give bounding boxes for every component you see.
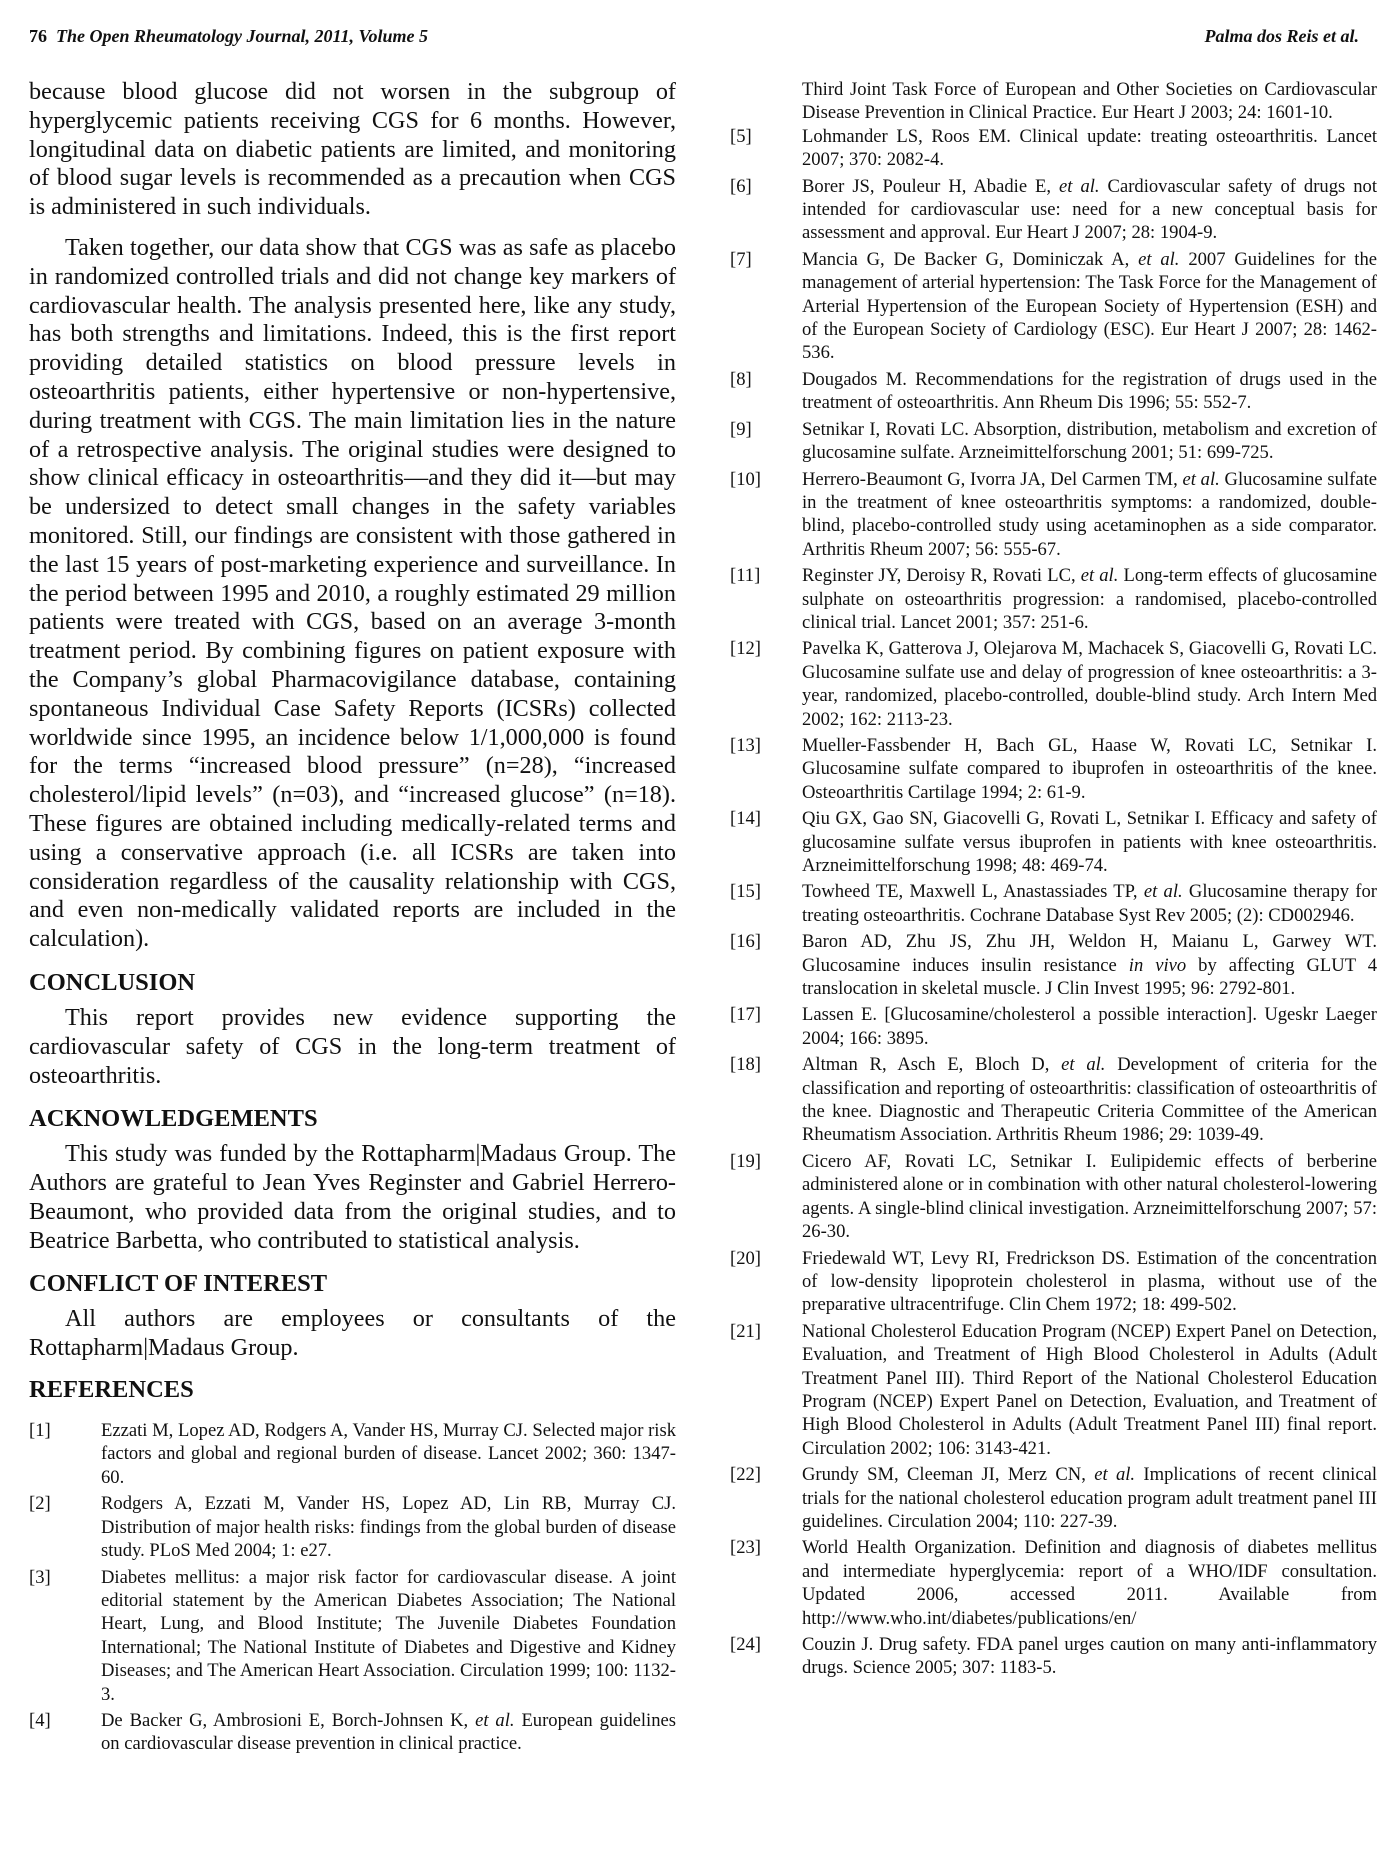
reference-text: Diabetes mellitus: a major risk factor for cardiovascular disease. A joint editorial statement by the American Diabetes Association; The National Heart, Lung, and Blood Institute; The Juvenile Diabetes Foundation International; The National Institute of Diabetes and Digestive and Kidney Diseases; and The American Heart Association. Circulation 1999; 100: 1132-3. bbox=[101, 1566, 676, 1705]
conclusion-heading: CONCLUSION bbox=[29, 968, 196, 996]
reference-text: Reginster JY, Deroisy R, Rovati LC, et al. Long-term effects of glucosamine sulphate on osteoarthritis progression: a randomised, placebo-controlled clinical trial. Lancet 2001; 357: 251-6. bbox=[802, 565, 1377, 633]
reference-item bbox=[730, 1633, 1377, 1680]
left-column bbox=[29, 78, 676, 1759]
conflict-of-interest-text: All authors are employees or consultants of the Rottapharm|Madaus Group. bbox=[29, 1305, 676, 1362]
page-header bbox=[29, 26, 1359, 54]
reference-number: [15] bbox=[730, 881, 761, 903]
reference-number: [17] bbox=[730, 1004, 761, 1026]
reference-text: Borer JS, Pouleur H, Abadie E, et al. Cardiovascular safety of drugs not intended for cardiovascular use: need for a new conceptual basis for assessment and approval. Eur Heart J 2007; 28: 1904-9. bbox=[802, 175, 1377, 244]
reference-number: [20] bbox=[730, 1247, 761, 1269]
reference-number: [8] bbox=[730, 368, 752, 390]
reference-number: [3] bbox=[29, 1566, 51, 1588]
reference-number: [10] bbox=[730, 468, 761, 490]
reference-text: National Cholesterol Education Program (NCEP) Expert Panel on Detection, Evaluation, and Treatment of High Blood Cholesterol in Adults (Adult Treatment Panel III). Third Report of the National Cholesterol Education Program (NCEP) Expert Panel on Detection, Evaluation, and Treatment of High Blood Cholesterol in Adults (Adult Treatment Panel III) final report. Circulation 2002; 106: 3143-421. bbox=[802, 1320, 1377, 1459]
reference-number: [4] bbox=[29, 1709, 51, 1731]
reference-number: [12] bbox=[730, 638, 761, 660]
reference-text: Mancia G, De Backer G, Dominiczak A, et al. 2007 Guidelines for the management of arterial hypertension: The Task Force for the Management of Arterial Hypertension of the European Society of Hypertension (ESH) and of the European Society of Cardiology (ESC). Eur Heart J 2007; 28: 1462-536. bbox=[802, 248, 1377, 364]
reference-text: Lohmander LS, Roos EM. Clinical update: treating osteoarthritis. Lancet 2007; 370: 2082-4. bbox=[802, 125, 1377, 171]
reference-number: [1] bbox=[29, 1420, 51, 1442]
reference-item bbox=[29, 1492, 676, 1562]
reference-number: [7] bbox=[730, 248, 752, 270]
conflict-of-interest-heading: CONFLICT OF INTEREST bbox=[29, 1270, 328, 1298]
reference-list-left bbox=[29, 1419, 676, 1759]
reference-4-continued: Third Joint Task Force of European and Other Societies on Cardiovascular Disease Prevention in Clinical Practice. Eur Heart J 2003; 24: 1601-10. bbox=[802, 79, 1377, 124]
reference-item bbox=[730, 930, 1377, 1000]
reference-number: [21] bbox=[730, 1320, 761, 1342]
reference-item bbox=[730, 1463, 1377, 1533]
reference-item bbox=[730, 248, 1377, 365]
reference-text: World Health Organization. Definition and diagnosis of diabetes mellitus and intermediate hyperglycemia: report of a WHO/IDF consultation. Updated 2006, accessed 2011. Available from http://www.who.int/diabetes/publications/en/ bbox=[802, 1537, 1377, 1629]
reference-item bbox=[730, 1150, 1377, 1244]
reference-number: [18] bbox=[730, 1054, 761, 1076]
paragraph-taken-together: Taken together, our data show that CGS was as safe as placebo in randomized controlled trials and did not change key markers of cardiovascular health. The analysis presented here, like any study, has both strengths and limitations. Indeed, this is the first report providing detailed statistics on blood pressure levels in osteoarthritis patients, either hypertensive or non-hypertensive, during treatment with CGS. The main limitation lies in the nature of a retrospective analysis. The original studies were designed to show clinical efficacy in osteoarthritis—and they did it—but may be undersized to detect small changes in the safety variables monitored. Still, our findings are consistent with those gathered in the last 15 years of post-marketing experience and surveillance. In the period between 1995 and 2010, a roughly estimated 29 million patients were treated with CGS, based on an average 3-month treatment period. By combining figures on patient exposure with the Company’s global Pharmacovigilance database, containing spontaneous Individual Case Safety Reports (ICSRs) collected worldwide since 1995, an incidence below 1/1,000,000 is found for the terms “increased blood pressure” (n=28), “increased cholesterol/lipid levels” (n=03), and “increased glucose” (n=18). These figures are obtained including medically-related terms and using a conservative approach (i.e. all ICSRs are taken into consideration regardless of the causality relationship with CGS, and even non-medically validated reports are included in the calculation). bbox=[29, 233, 676, 953]
reference-text: Rodgers A, Ezzati M, Vander HS, Lopez AD, Lin RB, Murray CJ. Distribution of major health risks: findings from the global burden of disease study. PLoS Med 2004; 1: e27. bbox=[101, 1493, 676, 1562]
reference-text: Baron AD, Zhu JS, Zhu JH, Weldon H, Maianu L, Garwey WT. Glucosamine induces insulin resistance in vivo by affecting GLUT 4 translocation in skeletal muscle. J Clin Invest 1995; 96: 2792-801. bbox=[802, 931, 1377, 1000]
references-heading: REFERENCES bbox=[29, 1376, 194, 1404]
reference-text: Dougados M. Recommendations for the registration of drugs used in the treatment of osteoarthritis. Ann Rheum Dis 1996; 55: 552-7. bbox=[802, 368, 1377, 414]
reference-text: Herrero-Beaumont G, Ivorra JA, Del Carmen TM, et al. Glucosamine sulfate in the treatment of knee osteoarthritis symptoms: a randomized, double-blind, placebo-controlled study using acetaminophen as a side comparator. Arthritis Rheum 2007; 56: 555-67. bbox=[802, 468, 1377, 560]
conclusion-text: This report provides new evidence supporting the cardiovascular safety of CGS in the long-term treatment of osteoarthritis. bbox=[29, 1003, 676, 1089]
acknowledgements-text: This study was funded by the Rottapharm|Madaus Group. The Authors are grateful to Jean Yves Reginster and Gabriel Herrero-Beaumont, who provided data from the original studies, and to Beatrice Barbetta, who contributed to statistical analysis. bbox=[29, 1140, 676, 1254]
reference-number: [2] bbox=[29, 1493, 51, 1515]
reference-item bbox=[730, 1536, 1377, 1630]
reference-item bbox=[730, 880, 1377, 927]
reference-number: [23] bbox=[730, 1537, 761, 1559]
reference-number: [14] bbox=[730, 808, 761, 830]
reference-item bbox=[29, 1566, 676, 1706]
reference-text: Couzin J. Drug safety. FDA panel urges caution on many anti-inflammatory drugs. Science 2005; 307: 1183-5. bbox=[802, 1634, 1377, 1679]
reference-number: [6] bbox=[730, 175, 752, 197]
reference-item bbox=[29, 1419, 676, 1489]
reference-text: De Backer G, Ambrosioni E, Borch-Johnsen K, et al. European guidelines on cardiovascular disease prevention in clinical practice. bbox=[101, 1709, 677, 1755]
reference-item bbox=[730, 1003, 1377, 1050]
reference-item bbox=[730, 637, 1377, 731]
reference-text: Pavelka K, Gatterova J, Olejarova M, Machacek S, Giacovelli G, Rovati LC. Glucosamine sulfate use and delay of progression of knee osteoarthritis: a 3-year, randomized, placebo-controlled, double-blind study. Arch Intern Med 2002; 162: 2113-23. bbox=[802, 638, 1377, 730]
reference-item bbox=[730, 734, 1377, 804]
journal-title: The Open Rheumatology Journal, 2011, Volume 5 bbox=[56, 26, 429, 46]
page-number: 76 bbox=[29, 26, 47, 46]
paragraph-continued: because blood glucose did not worsen in the subgroup of hyperglycemic patients receiving CGS for 6 months. However, longitudinal data on diabetic patients are limited, and monitoring of blood sugar levels is recommended as a precaution when CGS is administered in such individuals. bbox=[29, 78, 676, 221]
reference-number: [13] bbox=[730, 734, 761, 756]
acknowledgements-heading: ACKNOWLEDGEMENTS bbox=[29, 1105, 318, 1133]
reference-number: [24] bbox=[730, 1634, 761, 1655]
reference-item bbox=[730, 468, 1377, 562]
running-head-authors: Palma dos Reis et al. bbox=[1204, 26, 1359, 46]
running-head-left bbox=[29, 26, 428, 47]
reference-number: [16] bbox=[730, 931, 761, 953]
reference-item bbox=[730, 1320, 1377, 1460]
reference-text: Mueller-Fassbender H, Bach GL, Haase W, Rovati LC, Setnikar I. Glucosamine sulfate compared to ibuprofen in osteoarthritis of the knee. Osteoarthritis Cartilage 1994; 2: 61-9. bbox=[802, 734, 1377, 803]
reference-item bbox=[29, 1709, 676, 1756]
reference-item bbox=[730, 807, 1377, 877]
reference-text: Ezzati M, Lopez AD, Rodgers A, Vander HS, Murray CJ. Selected major risk factors and global and regional burden of disease. Lancet 2002; 360: 1347-60. bbox=[101, 1420, 676, 1488]
reference-text: Qiu GX, Gao SN, Giacovelli G, Rovati L, Setnikar I. Efficacy and safety of glucosamine sulfate versus ibuprofen in patients with knee osteoarthritis. Arzneimittelforschung 1998; 48: 469-74. bbox=[802, 808, 1377, 876]
reference-text: Setnikar I, Rovati LC. Absorption, distribution, metabolism and excretion of glucosamine sulfate. Arzneimittelforschung 2001; 51: 699-725. bbox=[802, 418, 1377, 464]
reference-number: [22] bbox=[730, 1464, 761, 1486]
reference-number: [19] bbox=[730, 1150, 761, 1172]
right-column bbox=[730, 78, 1377, 1683]
reference-text: Towheed TE, Maxwell L, Anastassiades TP, et al. Glucosamine therapy for treating osteoarthritis. Cochrane Database Syst Rev 2005; (2): CD002946. bbox=[802, 881, 1377, 926]
reference-text: Cicero AF, Rovati LC, Setnikar I. Eulipidemic effects of berberine administered alone or in combination with other natural cholesterol-lowering agents. A single-blind clinical investigation. Arzneimittelforschung 2007; 57: 26-30. bbox=[802, 1150, 1377, 1243]
reference-list-right bbox=[730, 125, 1377, 1683]
reference-text: Lassen E. [Glucosamine/cholesterol a possible interaction]. Ugeskr Laeger 2004; 166: 3895. bbox=[802, 1004, 1377, 1049]
reference-item bbox=[730, 1247, 1377, 1317]
reference-item bbox=[730, 175, 1377, 245]
reference-text: Altman R, Asch E, Bloch D, et al. Development of criteria for the classification and reporting of osteoarthritis: classification of osteoarthritis of the knee. Diagnostic and Therapeutic Criteria Committee of the American Rheumatism Association. Arthritis Rheum 1986; 29: 1039-49. bbox=[802, 1054, 1378, 1146]
reference-text: Grundy SM, Cleeman JI, Merz CN, et al. Implications of recent clinical trials for the national cholesterol education program adult treatment panel III guidelines. Circulation 2004; 110: 227-39. bbox=[802, 1464, 1378, 1532]
reference-item bbox=[730, 125, 1377, 172]
reference-text: Friedewald WT, Levy RI, Fredrickson DS. Estimation of the concentration of low-density lipoprotein cholesterol in plasma, without use of the preparative ultracentrifuge. Clin Chem 1972; 18: 499-502. bbox=[802, 1247, 1377, 1316]
reference-number: [5] bbox=[730, 125, 752, 147]
reference-number: [11] bbox=[730, 565, 761, 587]
reference-item bbox=[730, 368, 1377, 415]
reference-item bbox=[730, 564, 1377, 634]
reference-item bbox=[730, 418, 1377, 465]
reference-item bbox=[730, 1053, 1377, 1147]
reference-number: [9] bbox=[730, 418, 752, 440]
